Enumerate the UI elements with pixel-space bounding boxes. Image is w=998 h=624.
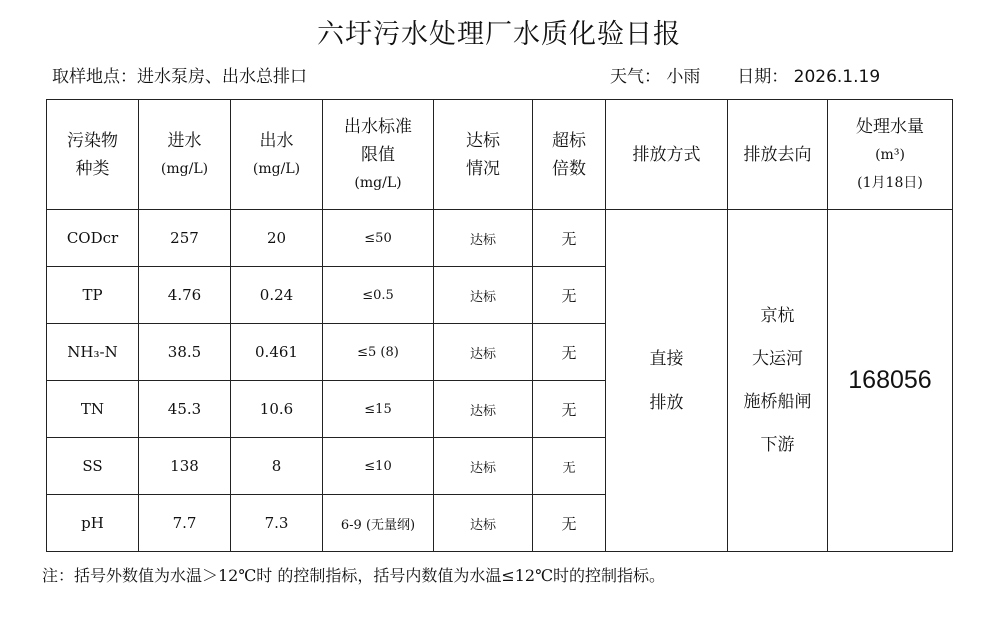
header-exceed-line2: 倍数 xyxy=(552,158,586,179)
limit-cell: ≤15 xyxy=(323,381,434,438)
header-volume xyxy=(828,100,953,210)
influent-cell: 138 xyxy=(139,438,231,495)
header-pollutant-line1: 污染物 xyxy=(67,130,118,151)
header-exceed xyxy=(533,100,606,210)
pollutant-cell: SS xyxy=(47,438,139,495)
effluent-cell: 7.3 xyxy=(231,495,323,552)
header-volume-line3: (1月18日) xyxy=(857,174,923,191)
header-pollutant xyxy=(47,100,139,210)
volume-cell: 168056 xyxy=(828,210,953,552)
limit-cell: ≤5 (8) xyxy=(323,324,434,381)
discharge-dest-line2: 大运河 xyxy=(752,348,803,369)
exceed-cell: 无 xyxy=(533,267,606,324)
pollutant-cell: CODcr xyxy=(47,210,139,267)
header-limit xyxy=(323,100,434,210)
header-influent xyxy=(139,100,231,210)
status-cell: 达标 xyxy=(434,381,533,438)
footnote: 注：括号外数值为水温＞12℃时 的控制指标，括号内数值为水温≤12℃时的控制指标。 xyxy=(42,566,666,585)
effluent-cell: 8 xyxy=(231,438,323,495)
influent-cell: 45.3 xyxy=(139,381,231,438)
discharge-dest-line1: 京杭 xyxy=(760,305,795,326)
weather-label: 天气： xyxy=(610,67,661,87)
weather-date-line xyxy=(610,62,880,87)
status-cell: 达标 xyxy=(434,267,533,324)
header-compliance-line1: 达标 xyxy=(466,130,500,151)
date-label: 日期： xyxy=(737,67,789,87)
header-row xyxy=(47,100,953,210)
effluent-cell: 0.24 xyxy=(231,267,323,324)
status-cell: 达标 xyxy=(434,210,533,267)
influent-cell: 4.76 xyxy=(139,267,231,324)
header-influent-line2: (mg/L) xyxy=(160,160,209,177)
header-pollutant-line2: 种类 xyxy=(75,158,110,179)
discharge-method-line2: 排放 xyxy=(649,392,684,413)
header-volume-line1: 处理水量 xyxy=(856,116,924,137)
date-value: 2026.1.19 xyxy=(793,67,881,87)
status-cell: 达标 xyxy=(434,495,533,552)
header-exceed-line1: 超标 xyxy=(552,130,586,151)
sampling-location: 取样地点：进水泵房、出水总排口 xyxy=(52,67,307,87)
header-volume-line2: (m³) xyxy=(875,146,905,163)
exceed-cell: 无 xyxy=(533,438,606,495)
header-compliance xyxy=(434,100,533,210)
discharge-method-cell xyxy=(606,210,728,552)
discharge-dest-cell xyxy=(728,210,828,552)
header-limit-line2: 限值 xyxy=(361,144,395,165)
pollutant-cell: NH₃-N xyxy=(47,324,139,381)
effluent-cell: 0.461 xyxy=(231,324,323,381)
influent-cell: 257 xyxy=(139,210,231,267)
header-compliance-line2: 情况 xyxy=(466,158,500,179)
effluent-cell: 20 xyxy=(231,210,323,267)
discharge-method-line1: 直接 xyxy=(649,348,684,369)
exceed-cell: 无 xyxy=(533,495,606,552)
limit-cell: 6-9 (无量纲) xyxy=(323,495,434,552)
limit-cell: ≤10 xyxy=(323,438,434,495)
exceed-cell: 无 xyxy=(533,324,606,381)
pollutant-cell: pH xyxy=(47,495,139,552)
report-title: 六圩污水处理厂水质化验日报 xyxy=(317,19,681,50)
limit-cell: ≤50 xyxy=(323,210,434,267)
header-effluent xyxy=(231,100,323,210)
header-discharge-method: 排放方式 xyxy=(606,100,728,210)
header-effluent-line2: (mg/L) xyxy=(252,160,301,177)
weather-value: 小雨 xyxy=(666,67,701,87)
exceed-cell: 无 xyxy=(533,381,606,438)
water-quality-table xyxy=(46,99,953,552)
discharge-dest-line3: 施桥船闸 xyxy=(743,391,812,412)
header-influent-line1: 进水 xyxy=(167,130,202,151)
discharge-dest-line4: 下游 xyxy=(760,434,795,455)
limit-cell: ≤0.5 xyxy=(323,267,434,324)
influent-cell: 38.5 xyxy=(139,324,231,381)
table-row xyxy=(47,210,953,267)
status-cell: 达标 xyxy=(434,438,533,495)
pollutant-cell: TP xyxy=(47,267,139,324)
influent-cell: 7.7 xyxy=(139,495,231,552)
status-cell: 达标 xyxy=(434,324,533,381)
exceed-cell: 无 xyxy=(533,210,606,267)
header-effluent-line1: 出水 xyxy=(259,130,294,151)
header-discharge-dest: 排放去向 xyxy=(728,100,828,210)
header-limit-line3: (mg/L) xyxy=(354,174,402,191)
effluent-cell: 10.6 xyxy=(231,381,323,438)
header-limit-line1: 出水标准 xyxy=(344,116,412,137)
pollutant-cell: TN xyxy=(47,381,139,438)
